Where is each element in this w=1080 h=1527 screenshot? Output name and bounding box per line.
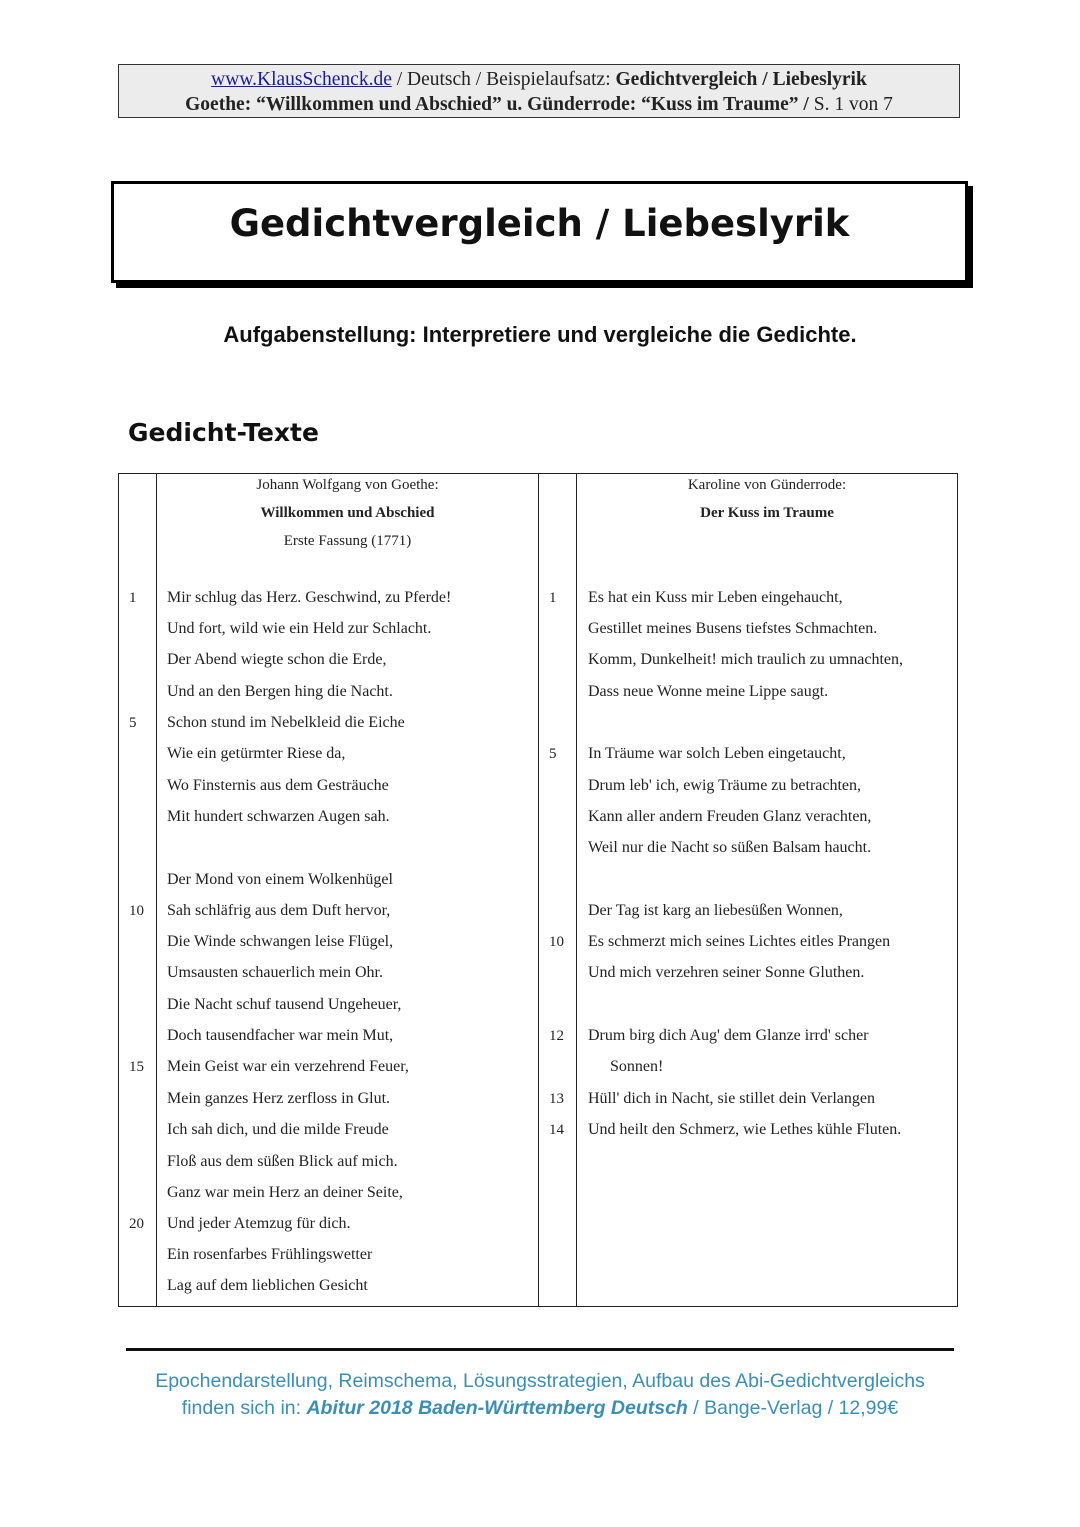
footer-publisher: / Bange-Verlag / 12,99€ [687,1397,899,1419]
right-line-number: 5 [549,746,557,762]
left-line: Mein Geist war ein verzehrend Feuer, [167,1058,409,1075]
left-line: Wie ein getürmter Riese da, [167,745,346,762]
poems-table [118,473,958,1307]
right-line: Sonnen! [610,1058,664,1075]
right-line: Es schmerzt mich seines Lichtes eitles Prangen [588,933,891,950]
left-author: Johann Wolfgang von Goethe: [256,477,439,493]
left-line: Umsausten schauerlich mein Ohr. [167,964,383,981]
left-line: Mein ganzes Herz zerfloss in Glut. [167,1090,391,1107]
left-line: Ein rosenfarbes Frühlingswetter [167,1246,373,1263]
left-line: Wo Finsternis aus dem Gesträuche [167,777,389,794]
right-line: Kann aller andern Freuden Glanz verachten, [588,808,872,825]
left-line: Sah schläfrig aus dem Duft hervor, [167,902,391,919]
right-poem-header [577,471,957,527]
left-line: Und an den Bergen hing die Nacht. [167,683,393,700]
column-divider [576,474,577,1306]
right-line: Und heilt den Schmerz, wie Lethes kühle Fluten. [588,1121,902,1138]
right-line: Drum leb' ich, ewig Träume zu betrachten, [588,777,862,794]
footer-line-2 [0,1395,1080,1422]
right-line: Der Tag ist karg an liebesüßen Wonnen, [588,902,843,919]
right-line-number: 10 [549,934,564,950]
right-line: Hüll' dich in Nacht, sie stillet dein Verlangen [588,1090,875,1107]
right-line: Und mich verzehren seiner Sonne Gluthen. [588,964,865,981]
header-poems: Goethe: “Willkommen und Abschied” u. Günderrode: “Kuss im Traume” / [185,94,809,115]
left-line-number: 15 [129,1059,144,1075]
left-line: Schon stund im Nebelkleid die Eiche [167,714,405,731]
header-topic: Gedichtvergleich / Liebeslyrik [615,69,867,90]
header-path: / Deutsch / Beispielaufsatz: [391,69,616,90]
left-line: Ganz war mein Herz an deiner Seite, [167,1184,403,1201]
left-line-number: 10 [129,903,144,919]
right-title: Der Kuss im Traume [700,505,834,521]
section-title: Gedicht-Texte [128,418,319,447]
page-number: S. 1 von 7 [808,94,893,115]
left-poem-header [157,471,538,555]
header-line-2 [119,92,959,117]
left-line-number: 5 [129,715,137,731]
right-line: Drum birg dich Aug' dem Glanze irrd' scher [588,1027,869,1044]
left-line: Mir schlug das Herz. Geschwind, zu Pferde! [167,589,452,606]
left-title: Willkommen und Abschied [260,505,435,521]
right-line: Es hat ein Kuss mir Leben eingehaucht, [588,589,843,606]
left-line-number: 1 [129,590,137,606]
header-line-1 [119,67,959,92]
footer-book-title: Abitur 2018 Baden-Württemberg Deutsch [306,1397,688,1419]
left-line: Ich sah dich, und die milde Freude [167,1121,389,1138]
footer-prefix: finden sich in: [181,1397,307,1419]
left-line: Mit hundert schwarzen Augen sah. [167,808,390,825]
right-line: Gestillet meines Busens tiefstes Schmachten. [588,620,878,637]
right-line-number: 14 [549,1122,564,1138]
left-line: Die Nacht schuf tausend Ungeheuer, [167,996,402,1013]
site-link[interactable]: www.KlausSchenck.de [211,69,392,90]
title-box [111,181,968,283]
page-header [118,64,960,118]
footer-ad [0,1368,1080,1422]
right-line: Weil nur die Nacht so süßen Balsam haucht. [588,839,872,856]
right-line: In Träume war solch Leben eingetaucht, [588,745,846,762]
column-divider [538,474,539,1306]
footer-line-1: Epochendarstellung, Reimschema, Lösungsstrategien, Aufbau des Abi-Gedichtvergleichs [155,1370,925,1392]
right-line: Dass neue Wonne meine Lippe saugt. [588,683,829,700]
left-line: Die Winde schwangen leise Flügel, [167,933,394,950]
left-line: Und jeder Atemzug für dich. [167,1215,351,1232]
right-line: Komm, Dunkelheit! mich traulich zu umnachten, [588,651,904,668]
left-line: Doch tausendfacher war mein Mut, [167,1027,394,1044]
right-line-number: 12 [549,1028,564,1044]
task-statement: Aufgabenstellung: Interpretiere und vergleiche die Gedichte. [223,322,857,347]
right-line-number: 1 [549,590,557,606]
page-title: Gedichtvergleich / Liebeslyrik [229,202,850,245]
left-line: Der Abend wiegte schon die Erde, [167,651,387,668]
left-line: Und fort, wild wie ein Held zur Schlacht. [167,620,432,637]
left-line: Lag auf dem lieblichen Gesicht [167,1277,368,1294]
left-line: Der Mond von einem Wolkenhügel [167,871,393,888]
left-subtitle: Erste Fassung (1771) [283,533,412,549]
left-line: Floß aus dem süßen Blick auf mich. [167,1153,398,1170]
right-author: Karoline von Günderrode: [687,477,847,493]
right-line-number: 13 [549,1091,564,1107]
footer-divider [126,1348,954,1351]
left-line-number: 20 [129,1216,144,1232]
column-divider [156,474,157,1306]
